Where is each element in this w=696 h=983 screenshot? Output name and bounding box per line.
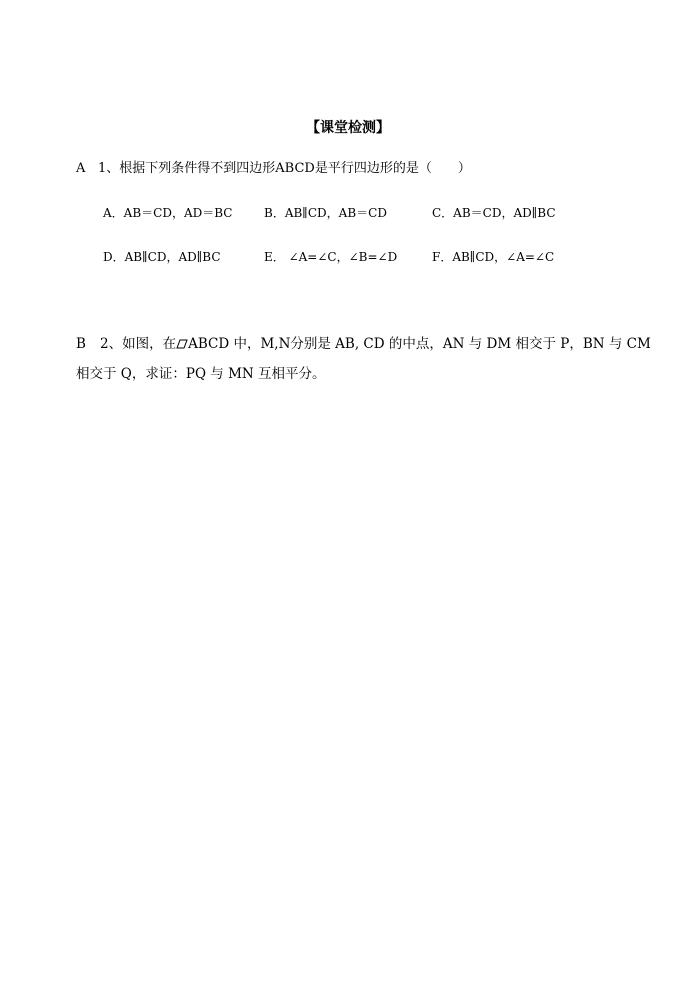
parallelogram-icon <box>176 339 188 349</box>
question-1-level: A <box>76 161 86 176</box>
option-d: D．AB∥CD，AD∥BC <box>103 250 221 264</box>
option-f: F．AB∥CD，∠A=∠C <box>432 250 555 264</box>
question-2-level: B <box>76 336 86 352</box>
question-1-stem: 1、根据下列条件得不到四边形ABCD是平行四边形的是（ ） <box>98 161 471 176</box>
question-2-text-start: 2、如图，在 <box>100 336 177 352</box>
question-1 <box>76 157 471 176</box>
option-c: C．AB＝CD，AD∥BC <box>432 206 556 220</box>
option-e: E． ∠A=∠C，∠B=∠D <box>264 250 398 264</box>
question-2-line-2: 相交于 Q，求证：PQ 与 MN 互相平分。 <box>76 366 326 382</box>
section-title: 【课堂检测】 <box>306 120 390 136</box>
option-a: A．AB＝CD，AD＝BC <box>103 206 233 220</box>
question-2-line-1 <box>76 329 651 359</box>
option-b: B．AB∥CD，AB＝CD <box>264 206 387 220</box>
question-2 <box>76 329 651 389</box>
question-2-text-end: ABCD 中，M,N分别是 AB, CD 的中点，AN 与 DM 相交于 P，BN 与 CM <box>188 336 651 352</box>
